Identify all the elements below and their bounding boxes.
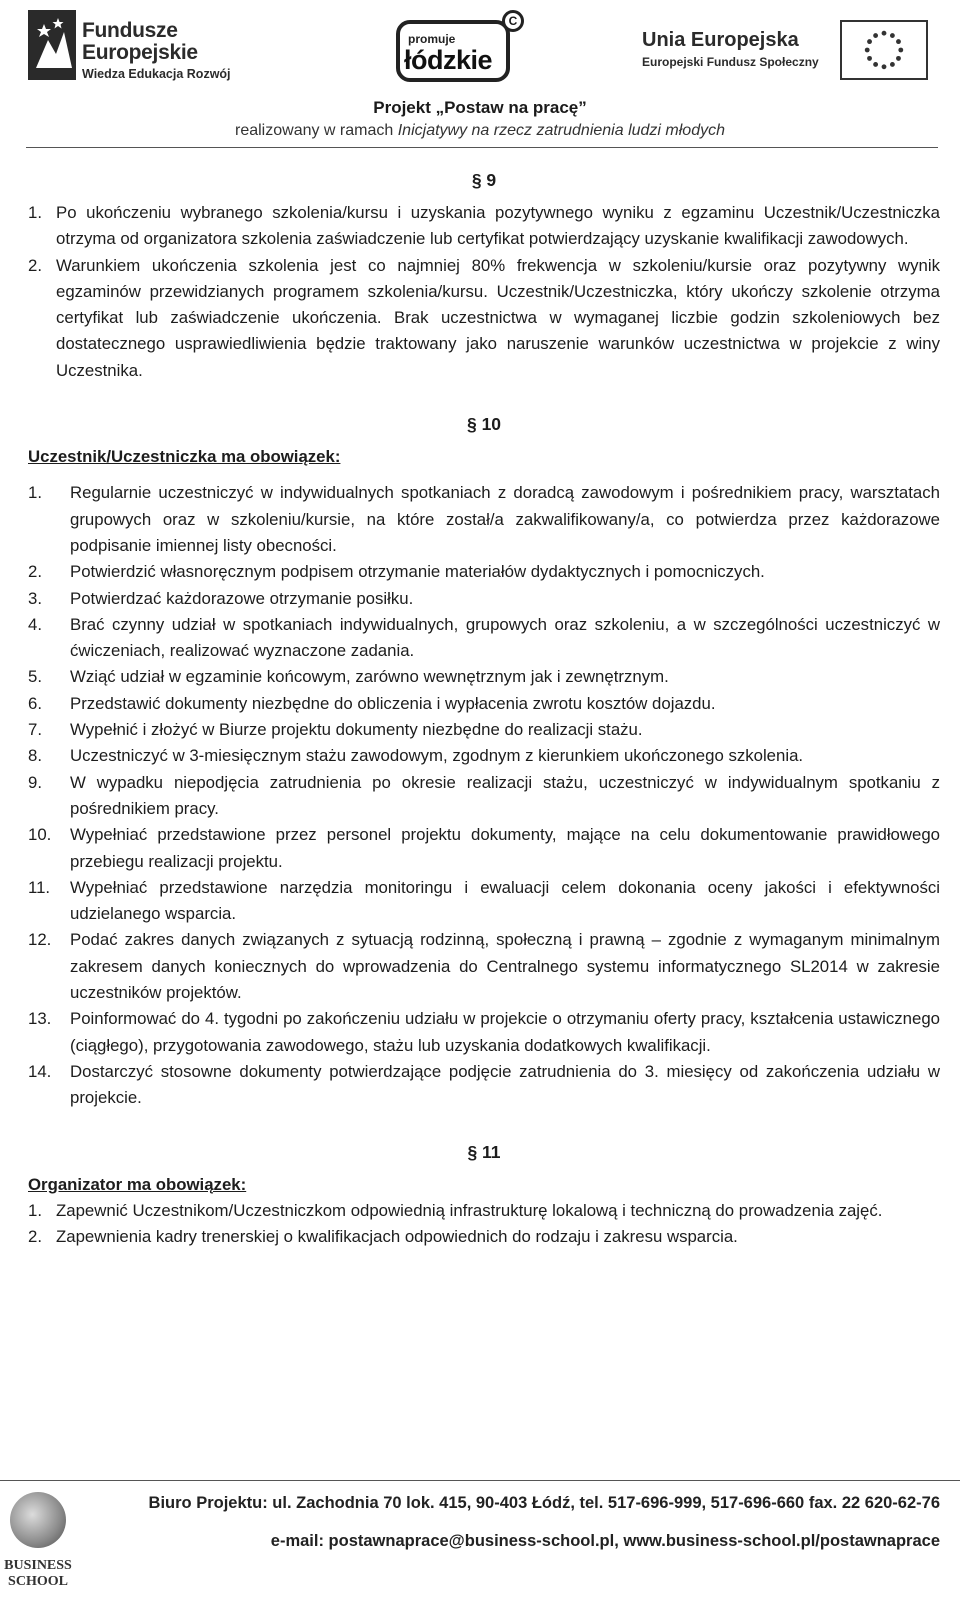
paragraph-11-heading: § 11 [467,1141,501,1162]
list-item-number: 1. [28,483,42,503]
list-item-text: Wypełniać przedstawione przez personel projektu dokumenty, mające na celu dokumentowanie prawidłowego przebiegu realizacji projektu. [70,825,940,871]
fe-logo-line3: Wiedza Edukacja Rozwój [82,67,231,81]
list-item-text: Warunkiem ukończenia szkolenia jest co najmniej 80% frekwencja w szkoleniu/kursie oraz pozytywny wynik egzaminów przewidzianych programem szkolenia/kursu. Uczestnik/Uczestniczka, który ukończy szkolenie otrzyma certyfikat lub zaświadczenie ukończenia. Brak uczestnictwa w wymaganej liczbie godzin szkoleniowych bez dostatecznego usprawiedliwienia będzie traktowany jako naruszenie warunków uczestnictwa w projekcie z winy Uczestnika. [56,255,940,380]
promuje-lodzkie-logo [396,10,526,86]
ue-logo-line2: Europejski Fundusz Społeczny [642,55,819,69]
fe-emblem-icon [28,10,76,80]
list-item-text: Wypełnić i złożyć w Biurze projektu dokumenty niezbędne do realizacji stażu. [70,720,643,740]
list-item-text: Zapewnić Uczestnikom/Uczestniczkom odpowiednią infrastrukturę lokalową i techniczną do prowadzenia zajęć. [56,1200,883,1220]
list-item-text: Uczestniczyć w 3-miesięcznym stażu zawodowym, zgodnym z kierunkiem ukończonego szkolenia. [70,746,804,766]
list-item-text: Poinformować do 4. tygodni po zakończeniu udziału w projekcie o otrzymaniu oferty pracy, kształcenia ustawicznego (ciągłego), przygotowania zawodowego, stażu lub uzyskania dodatkowych kwalifikacji. [70,1009,940,1055]
footer-address: Biuro Projektu: ul. Zachodnia 70 lok. 415, 90-403 Łódź, tel. 517-696-999, 517-696-660 fax. 22 620-62-76 [148,1494,940,1512]
list-item-text: W wypadku niepodjęcia zatrudnienia po okresie realizacji stażu, uczestniczyć w indywidualnym spotkaniu z pośrednikiem pracy. [70,772,940,818]
list-item-number: 14. [28,1061,52,1081]
document-body [28,160,940,1250]
project-subtitle-prefix: realizowany w ramach [235,122,398,139]
list-item-number: 11. [28,877,51,897]
organizer-duties-title: Organizator ma obowiązek: [28,1174,247,1194]
list-item [28,586,940,612]
list-item [28,691,940,717]
list-item [28,717,940,743]
list-item [28,1198,940,1224]
list-item [28,664,940,690]
paragraph-9-list [28,200,940,384]
list-item-number: 2. [28,1227,42,1247]
list-item [28,1059,940,1112]
list-item-text: Przedstawić dokumenty niezbędne do obliczenia i wypłacenia zwrotu kosztów dojazdu. [70,693,716,713]
eu-flag-icon [840,20,928,80]
list-item-text: Wypełniać przedstawione narzędzia monitoringu i ewaluacji celem dokonania oceny jakości i efektywności udzielanego wsparcia. [70,877,940,924]
business-school-logo-text [4,1558,72,1590]
business-school-logo [4,1488,72,1606]
project-subtitle-italic: Inicjatywy na rzecz zatrudnienia ludzi młodych [397,122,725,139]
globe-icon [10,1492,66,1548]
page-header [0,0,960,150]
list-item [28,743,940,769]
participant-duties-title: Uczestnik/Uczestniczka ma obowiązek: [28,447,341,467]
list-item-text: Zapewnienia kadry trenerskiej o kwalifikacjach odpowiednich do rodzaju i zakresu wsparcia. [56,1227,738,1247]
list-item [28,927,940,1006]
list-item-number: 3. [28,588,42,608]
list-item [28,822,940,875]
list-item-text: Podać zakres danych związanych z sytuacją rodzinną, społeczną i prawną – zgodnie z wymaganym minimalnym zakresem danych koniecznych do wprowadzenia do Centralnego systemu informatycznego SL2014 w zakresie uczestników projektów. [70,930,940,1003]
list-item-number: 1. [28,203,42,222]
list-item-number: 8. [28,746,42,766]
list-item-text: Regularnie uczestniczyć w indywidualnych spotkaniach z doradcą zawodowym i pośrednikiem pracy, warsztatach grupowych oraz w szkoleniu/kursie, na które został/a zakwalifikowany/a, co potwierdza przez każdorazowe podpisanie imiennej listy obecności. [70,483,940,555]
lodz-logo-small: promuje [408,32,456,46]
list-item-text: Wziąć udział w egzaminie końcowym, zarówno wewnętrznym jak i zewnętrznym. [70,667,669,687]
list-item-text: Potwierdzić własnoręcznym podpisem otrzymanie materiałów dydaktycznych i pomocniczych. [70,562,765,582]
footer-contact: e-mail: postawnaprace@business-school.pl, www.business-school.pl/postawnaprace [270,1532,940,1550]
list-item [28,480,940,559]
fe-logo-line1: Fundusze [82,19,178,42]
unia-europejska-logo [642,18,942,88]
list-item-number: 13. [28,1009,52,1029]
organizer-duties-list [28,1198,940,1251]
list-item [28,770,940,823]
list-item [28,200,940,253]
list-item [28,612,940,665]
project-title: Projekt „Postaw na pracę” [373,98,587,117]
footer-divider [0,1480,960,1481]
participant-duties-list [28,480,940,1111]
bs-logo-line1: BUSINESS [4,1558,72,1573]
fundusze-europejskie-logo [28,8,248,86]
fe-logo-line2: Europejskie [82,41,198,64]
paragraph-10-heading: § 10 [466,414,502,435]
list-item-number: 6. [28,693,42,713]
list-item-number: 2. [28,255,42,275]
ue-logo-line1: Unia Europejska [642,29,799,51]
header-divider [26,147,938,148]
lodz-logo-mark: C [502,10,524,32]
list-item-number: 9. [28,772,42,792]
list-item-number: 7. [28,720,42,740]
list-item [28,1006,940,1059]
list-item-text: Potwierdzać każdorazowe otrzymanie posiłku. [70,588,414,608]
list-item-text: Po ukończeniu wybranego szkolenia/kursu i uzyskania pozytywnego wyniku z egzaminu Uczestnik/Uczestniczka otrzyma od organizatora szkolenia zaświadczenie lub certyfikat potwierdzający uzyskanie kwalifikacji zawodowych. [56,203,940,249]
list-item-number: 12. [28,930,52,950]
list-item [28,875,940,928]
bs-logo-line2: SCHOOL [8,1574,68,1589]
list-item [28,253,940,384]
list-item-number: 5. [28,667,42,687]
list-item-text: Dostarczyć stosowne dokumenty potwierdzające podjęcie zatrudnienia do 3. miesięcy od zakończenia udziału w projekcie. [70,1061,940,1108]
list-item-text: Brać czynny udział w spotkaniach indywidualnych, grupowych oraz szkoleniu, a w szczególności uczestniczyć w ćwiczeniach, realizować wyznaczone zadania. [70,614,940,661]
list-item-number: 4. [28,614,42,634]
paragraph-9-heading: § 9 [471,170,497,190]
list-item-number: 10. [28,825,52,845]
page-footer [0,1480,960,1613]
list-item [28,1224,940,1250]
list-item [28,559,940,585]
list-item-number: 1. [28,1200,42,1220]
lodz-logo-big: łódzkie [404,45,493,75]
project-subtitle [0,122,960,140]
list-item-number: 2. [28,562,42,582]
